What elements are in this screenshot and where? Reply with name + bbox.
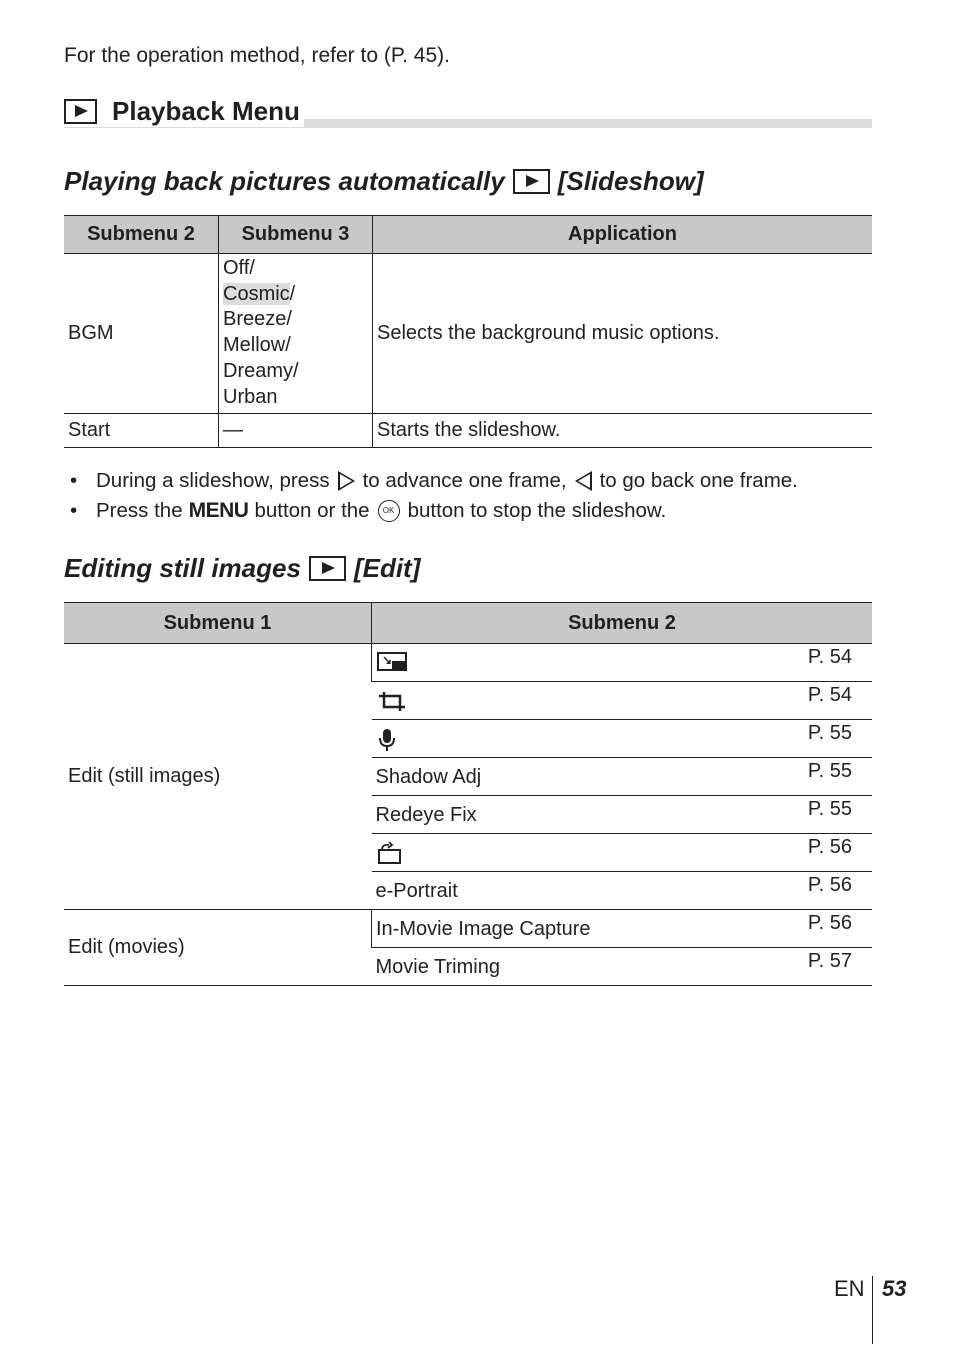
page-ref: P. 56 bbox=[807, 836, 852, 858]
submenu-label: Redeye Fix bbox=[375, 804, 477, 826]
rotate-icon bbox=[377, 842, 403, 864]
table-row bbox=[64, 414, 872, 448]
table-header-row bbox=[64, 216, 872, 254]
slideshow-table bbox=[64, 215, 872, 448]
edit-heading-suffix: [Edit] bbox=[353, 553, 421, 583]
crop-icon bbox=[377, 690, 407, 712]
arrow-right-icon bbox=[338, 471, 355, 491]
table-cell: — bbox=[219, 414, 373, 448]
bgm-option: Breeze/ bbox=[223, 308, 292, 331]
page-ref: P. 54 bbox=[807, 684, 852, 706]
bgm-option-highlighted: Cosmic bbox=[223, 282, 290, 305]
resize-icon: ↘ bbox=[377, 652, 407, 671]
submenu-item bbox=[372, 834, 873, 872]
column-header: Submenu 3 bbox=[219, 216, 373, 254]
table-row bbox=[64, 254, 872, 414]
edit-heading-prefix: Editing still images bbox=[64, 553, 301, 583]
submenu-item bbox=[372, 758, 873, 796]
playback-icon bbox=[309, 556, 346, 581]
column-header: Submenu 1 bbox=[64, 603, 372, 644]
submenu-item bbox=[372, 910, 873, 948]
column-header: Application bbox=[373, 216, 873, 254]
slideshow-heading bbox=[64, 166, 704, 197]
section-header bbox=[64, 96, 872, 130]
menu-button-label: MENU bbox=[188, 499, 249, 522]
page-ref: P. 55 bbox=[807, 798, 852, 820]
submenu-label: Shadow Adj bbox=[375, 766, 482, 788]
table-header-row bbox=[64, 603, 872, 644]
footer-divider bbox=[872, 1276, 873, 1344]
list-item: • During a slideshow, press to advance one frame, to go back one frame. bbox=[70, 466, 798, 496]
submenu-item bbox=[372, 796, 873, 834]
footer-language: EN bbox=[834, 1276, 865, 1301]
bgm-option: Off/ bbox=[223, 257, 255, 279]
playback-icon bbox=[513, 169, 550, 194]
section-title-text: Playback Menu bbox=[112, 96, 300, 126]
submenu-label: In-Movie Image Capture bbox=[376, 918, 591, 940]
submenu-item bbox=[372, 644, 873, 682]
edit-table bbox=[64, 602, 872, 986]
page-ref: P. 56 bbox=[807, 874, 852, 896]
page-ref: P. 55 bbox=[807, 760, 852, 782]
submenu-item bbox=[372, 682, 873, 720]
table-row bbox=[64, 910, 872, 948]
bgm-options-cell bbox=[219, 254, 373, 414]
table-cell: Start bbox=[64, 414, 219, 448]
column-header: Submenu 2 bbox=[372, 603, 873, 644]
bullet: • bbox=[70, 499, 78, 522]
page-ref: P. 57 bbox=[807, 950, 852, 972]
group-cell: Edit (still images) bbox=[64, 644, 372, 910]
submenu-label: e-Portrait bbox=[375, 880, 458, 902]
page-ref: P. 54 bbox=[807, 646, 852, 668]
slideshow-notes bbox=[70, 466, 798, 526]
edit-heading bbox=[64, 553, 420, 584]
column-header: Submenu 2 bbox=[64, 216, 219, 254]
playback-icon bbox=[64, 99, 97, 124]
table-cell: BGM bbox=[64, 254, 219, 414]
submenu-item bbox=[372, 948, 873, 986]
section-title bbox=[64, 96, 304, 127]
table-cell: Starts the slideshow. bbox=[373, 414, 873, 448]
ok-button-icon: OK bbox=[378, 500, 400, 522]
submenu-item bbox=[372, 872, 873, 910]
slideshow-heading-suffix: [Slideshow] bbox=[557, 166, 704, 196]
bgm-option: Mellow/ bbox=[223, 334, 291, 357]
bullet: • bbox=[70, 469, 78, 492]
submenu-label: Movie Triming bbox=[375, 956, 500, 978]
bgm-option: Dreamy/ bbox=[223, 359, 299, 382]
arrow-left-icon bbox=[575, 471, 592, 491]
slideshow-heading-prefix: Playing back pictures automatically bbox=[64, 166, 505, 196]
bgm-option: Urban bbox=[223, 385, 278, 408]
intro-text: For the operation method, refer to (P. 45). bbox=[64, 44, 450, 67]
table-row bbox=[64, 644, 872, 682]
list-item: • Press the MENU button or the OK button to stop the slideshow. bbox=[70, 496, 798, 526]
page-number: 53 bbox=[882, 1276, 907, 1301]
table-cell: Selects the background music options. bbox=[373, 254, 873, 414]
microphone-icon bbox=[377, 728, 397, 752]
bgm-option: Cosmic/ bbox=[223, 282, 296, 305]
group-cell: Edit (movies) bbox=[64, 910, 372, 986]
submenu-item bbox=[372, 720, 873, 758]
page-ref: P. 55 bbox=[807, 722, 852, 744]
page-ref: P. 56 bbox=[807, 912, 852, 934]
